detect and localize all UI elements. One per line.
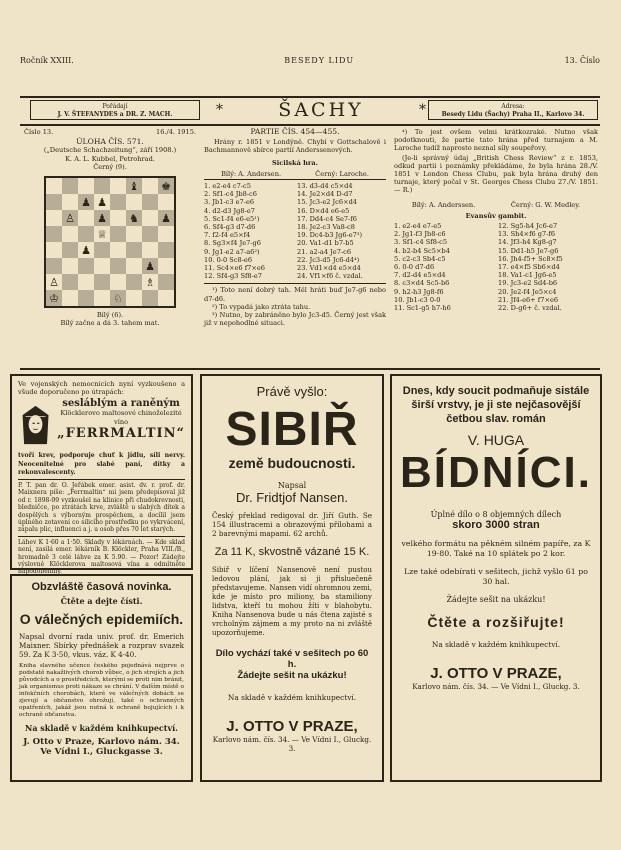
board-square <box>142 210 158 226</box>
parts-note: Dílo vychází také v sešitech po 60 h. <box>215 648 369 670</box>
book-title: SIBIŘ <box>225 403 359 456</box>
board-square <box>94 274 110 290</box>
move-row: 13. Sh4×f6 g7-f6 <box>498 230 556 239</box>
move-row: 17. e4×f5 Sb6×d4 <box>498 263 560 272</box>
author: Dr. Fridtjof Nansen. <box>236 490 348 505</box>
move-row: 4. b2-b4 Sc5×b4 <box>394 246 450 255</box>
stock-note: Na skladě v každém knihkupectví. <box>25 723 178 733</box>
board-square: ♝ <box>126 178 142 194</box>
move-row: 19. Dc4-b3 Jg6-e7³) <box>297 231 363 240</box>
problem-number: Číslo 13. <box>24 128 54 136</box>
move-row: 10. Jb1-c3 0-0 <box>394 295 441 304</box>
board-square <box>94 242 110 258</box>
move-row: 8. c3×d4 Sc5-b6 <box>394 279 450 288</box>
move-row: 14. Je2×d4 D-d7 <box>297 190 353 199</box>
board-square <box>110 210 126 226</box>
chess-heading <box>20 96 600 126</box>
move-row: 12. Sf4-g3 Sf8-e7 <box>204 272 262 281</box>
chess-title: ŠACHY <box>278 99 364 121</box>
move-row: 11. Sc1-g5 h7-h6 <box>394 304 451 313</box>
divider <box>204 283 386 284</box>
game-note-4: ⁴) To jest ovšem velmi krátkozraké. Nutno však podotknouti, že partie tato hrána před turnajem a M. Laroche tudíž naprosto neznal síly soupeřovy. <box>394 128 598 153</box>
game-note-2: ²) To vypadá jako ztráta tahu. <box>212 302 311 311</box>
board-square <box>126 194 142 210</box>
board-square: ♟ <box>158 210 174 226</box>
ferrmaltin-ad <box>10 374 193 576</box>
publisher: J. OTTO V PRAZE, <box>430 665 562 682</box>
move-row: 21. Jf4-e6+ f7×e6 <box>498 295 559 304</box>
move-row: 9. Jg1-e2 a7-a6²) <box>204 247 260 256</box>
ad-price: Láhev K 1·60 a 1·50. Sklady v lékárnách. — Kde sklad není, zasílá emer. lékárník B. Klöckler, Praha VIII./B., hromadně 3 celé láhve za K 5.90. — Pozor! Zádejte výslovně Klöcklerova maltosová vína a odmítněte napodobeniny. <box>18 538 185 576</box>
white-count: Bílý (6). <box>96 311 124 320</box>
book-subtitle: země budoucnosti. <box>228 455 356 471</box>
board-square: ♟ <box>78 242 94 258</box>
book-title: O válečných epidemiích. <box>19 611 184 627</box>
move-row: 5. c2-c3 Sb4-c5 <box>394 254 446 263</box>
board-square: ♟ <box>142 258 158 274</box>
board-square <box>158 290 174 306</box>
move-row: 12. Sg5-h4 Jc6-e7 <box>498 222 558 231</box>
move-row: 21. a2-a4 Je7-c6 <box>297 247 352 256</box>
publisher-address: Karlovo nám. čís. 34. — Ve Vídni I., Gluckg. 3. <box>212 735 372 753</box>
board-square <box>142 178 158 194</box>
board-square <box>46 210 62 226</box>
sample-note: Žádejte sešit na ukázku! <box>446 595 546 604</box>
board-square <box>158 194 174 210</box>
move-row: 10. 0-0 Sc8-e6 <box>204 255 253 264</box>
read-slogan: Čtěte a rozšiřujte! <box>427 614 565 630</box>
board-square: ♞ <box>126 210 142 226</box>
epidemics-ad <box>10 574 193 782</box>
editors-box: Pořádají J. V. ŠTEFANYDES a DR. Z. MACH. <box>30 100 200 120</box>
ad-intro: Ve vojenských nemocnicích nyní vyzkoušeno a všude doporučeno po útrapách: <box>18 380 185 397</box>
ad-subline: Čtěte a dejte čísti. <box>60 596 143 606</box>
bidnici-ad <box>390 374 602 782</box>
game-intro: Hrány r. 1851 v Londýně. Chybí v Gottschalově i Bachmannově sbírce partií Anderssenových. <box>204 138 386 155</box>
ad-benefits: tvoří krev, podporuje chuť k jídlu, síli nervy. Neocenitelné pro slabé paní, dítky a rekonvalescenty. <box>18 452 185 476</box>
move-list <box>394 222 598 312</box>
author-by: Napsal <box>277 481 307 490</box>
move-row: 1. e2-e4 c7-c5 <box>204 182 251 191</box>
game-note-1: ¹) Toto není dobrý tah. Měl hráti buď Je7-g6 nebo d7-d6. <box>204 286 386 303</box>
board-square <box>46 194 62 210</box>
move-row: 22. Jc3-d5 Jc6-d4⁴) <box>297 255 360 264</box>
board-square <box>62 178 78 194</box>
move-row: 20. Je2-f4 Je5×c4 <box>498 287 557 296</box>
board-square <box>62 226 78 242</box>
board-square <box>62 258 78 274</box>
board-square <box>46 178 62 194</box>
author: V. HUGA <box>467 432 525 448</box>
move-row: 16. D×d4 e6-e5 <box>297 206 350 215</box>
move-row: 13. d3-d4 c5×d4 <box>297 182 353 191</box>
board-square: ♙ <box>62 210 78 226</box>
board-square <box>46 242 62 258</box>
white-player: Bílý: A. Andersen. <box>221 169 282 178</box>
board-square <box>126 226 142 242</box>
parts-note: Lze také odebírati v sešitech, jichž vyšlo 61 po 30 hal. <box>404 567 588 586</box>
ad-lead: Dnes, kdy soucit podmaňuje sistále širší vrstvy, je ji ste nejčasovější četbou slav. román <box>402 385 590 425</box>
board-square <box>158 226 174 242</box>
format-note: velkého formátu na pěkném silném papíře, za K 19·80. Také na 10 splátek po 2 kor. <box>401 539 591 558</box>
book-description: Kniha slavného učence českého pojednává nejprve o podstatě nakažlivých chorob vůbec, o jich strojích a jich původcích a o prostředcích, kterými se proti nim bránit, jak organismus proti nákaze se chrání. V dalším místě o infekčních chorobách, které ve válečných dobách se zjevují a občanstvo ohrožují, také o ochranných opatřeních, jakáž jsou nutná k ochraně bojujících i k ochraně občanstva. <box>19 663 184 718</box>
running-header <box>20 56 600 65</box>
move-row: 2. Sf1-c4 Jb8-c6 <box>204 190 257 199</box>
move-row: 6. Sf4-g3 d7-d6 <box>204 223 256 232</box>
problem-date: 16./4. 1915. <box>156 128 196 136</box>
board-square: ♟ <box>94 210 110 226</box>
board-square <box>158 274 174 290</box>
black-count: Černý (9). <box>93 162 127 171</box>
game-column-1 <box>204 128 386 327</box>
move-row: 22. D-g6+ č. vzdal. <box>498 304 562 313</box>
move-row: 16. Jh4-f5+ Sc8×f5 <box>498 254 563 263</box>
pharaoh-icon <box>18 398 53 452</box>
problem-column <box>24 128 196 327</box>
moves-right <box>297 182 386 280</box>
board-square <box>126 274 142 290</box>
price: Za 11 K, skvostně vázané 15 K. <box>214 546 370 558</box>
board-square <box>110 178 126 194</box>
white-player: Bílý: A. Anderssen. <box>411 200 476 209</box>
publisher-address: Ve Vídni I., Gluckgasse 3. <box>40 747 163 757</box>
board-square <box>94 290 110 306</box>
board-square <box>78 178 94 194</box>
ad-headline: Obzvláště časová novinka. <box>31 581 172 593</box>
volume-label: Ročník XXIII. <box>20 56 74 65</box>
move-row: 7. f2-f4 e5×f4 <box>204 231 251 240</box>
book-info: Napsal dvorní rada univ. prof. dr. Emerich Maixner. Sbírky přednášek a rozprav svazek 59. Za K 3·50, vkus. váz. K 4·40. <box>19 632 184 659</box>
section-divider <box>20 368 600 370</box>
game-note-3: ³) Nutno, by zabráněno bylo Jc3-d5. Černý jest však již v nepohodlné situaci. <box>204 311 386 328</box>
board-square <box>62 242 78 258</box>
board-square <box>142 194 158 210</box>
move-row: 2. Jg1-f3 Jb8-c6 <box>394 230 446 239</box>
ad-testimonial: P. T. pan dr. O. Jeřábek emer. asist. dv. r. prof. dr. Maixnera píše: „Ferrmaltin“ mi jsem předepisoval již od r. 1898-99 vyzkoušel na klinice při chudokrevnosti, bledničce, po ztrátách krve, zvláště u slabých dítek a dospělých s výborným prospěchem, a docílil jsem úplného zotavení co silicího prostředku po vykrvácení, zápalu plic, influenci a j. u osob přes 70 let starých. <box>18 482 185 534</box>
board-square: ♟ <box>94 194 110 210</box>
move-row: 24. Vf1×f6 č. vzdal. <box>297 272 363 281</box>
board-square <box>62 274 78 290</box>
board-square <box>158 242 174 258</box>
board-square <box>94 258 110 274</box>
board-square <box>110 194 126 210</box>
publisher-address: Karlovo nám. čís. 34. — Ve Vídni I., Gluckg. 3. <box>412 682 580 691</box>
moves-left <box>394 222 494 312</box>
translation-note: Český překlad redigoval dr. Jiří Guth. Se 154 illustracemi a obrazovými přílohami a 2 barevnými mapami. 62 archů. <box>212 511 372 538</box>
ad-emphasis: sesláblým a raněným <box>62 398 180 410</box>
publisher: J. Otto v Praze, Karlovo nám. 34. <box>23 737 180 747</box>
problem-source: („Deutsche Schachzeitung“, září 1908.) <box>43 146 177 155</box>
ad-lead: Právě vyšlo: <box>256 384 328 399</box>
move-row: 14. Jf3-h4 Kg8-g7 <box>498 238 557 247</box>
move-row: 3. Sf1-c4 Sf8-c5 <box>394 238 448 247</box>
board-square <box>62 194 78 210</box>
move-row: 15. Dd1-h5 Je7-g6 <box>498 246 559 255</box>
move-row: 11. Sc4×e6 f7×e6 <box>204 264 265 273</box>
move-row: 20. Va1-d1 b7-b5 <box>297 239 354 248</box>
brand-name: „FERRMALTIN“ <box>57 425 185 441</box>
move-row: 7. d2-d4 e5×d4 <box>394 271 446 280</box>
move-row: 18. Je2-c3 Va8-c8 <box>297 223 355 232</box>
move-list <box>204 182 386 280</box>
book-description: Sibiř v líčení Nansenově není pustou ledovou plání, jak si ji přisluečeně představujeme. Nansen vidí ohromnou zemi, kde je místo pro miliony, ba stamiliony lidstva, kteří tu mohou žíti v blahobytu. Kniha Nansenova bude u nás čtena zajisté s vrcholným zájmem a my proto na ni zvláště upozorňujeme. <box>212 566 372 637</box>
divider <box>204 179 386 180</box>
move-row: 18. Va1-c1 Jg6-e5 <box>498 271 557 280</box>
board-square <box>142 226 158 242</box>
magazine-title: BESEDY LIDU <box>284 56 355 65</box>
move-row: 19. Jc3-e2 Sd4-b6 <box>498 279 558 288</box>
board-square: ♘ <box>110 290 126 306</box>
book-title: BÍDNÍCI. <box>400 448 592 497</box>
board-square: ♟ <box>78 194 94 210</box>
board-square <box>62 290 78 306</box>
move-row: 9. h2-h3 Jg8-f6 <box>394 287 444 296</box>
ad-product: Klöcklerovo maltosové chinoželezité víno <box>60 409 182 426</box>
board-square <box>78 258 94 274</box>
board-square <box>78 226 94 242</box>
move-row: 17. Dd4-c4 Se7-f6 <box>297 214 357 223</box>
move-row: 4. d2-d3 Jg8-e7 <box>204 206 255 215</box>
board-square <box>158 258 174 274</box>
pages-note: skoro 3000 stran <box>452 519 540 531</box>
board-square <box>142 290 158 306</box>
board-square <box>110 274 126 290</box>
board-square <box>142 242 158 258</box>
move-row: 6. 0-0 d7-d6 <box>394 263 435 272</box>
moves-right <box>498 222 598 312</box>
issue-number: 13. Číslo <box>564 56 600 65</box>
board-square: ♗ <box>142 274 158 290</box>
star-left: * <box>216 102 223 118</box>
game-column-2 <box>394 128 598 312</box>
move-row: 5. Sc1-f4 e6-e5¹) <box>204 214 260 223</box>
move-row: 15. Jc3-e2 Jc6×d4 <box>297 198 358 207</box>
black-player: Černý: G. W. Medley. <box>510 200 581 209</box>
board-square <box>126 258 142 274</box>
board-square <box>78 274 94 290</box>
opening-name: Evansův gambit. <box>465 211 527 220</box>
star-right: * <box>418 102 426 118</box>
moves-left <box>204 182 293 280</box>
board-square <box>110 258 126 274</box>
black-player: Černý: Laroche. <box>315 169 369 178</box>
board-square <box>46 258 62 274</box>
sample-note: Žádejte sešit na ukázku! <box>237 670 347 681</box>
problem-author: K. A. L. Kubbel, Petrohrad. <box>65 154 155 163</box>
move-row: 1. e2-e4 e7-e5 <box>394 222 442 231</box>
board-square: ♚ <box>158 178 174 194</box>
section-title <box>216 98 426 122</box>
move-row: 8. Sg3×f4 Je7-g6 <box>204 239 261 248</box>
opening-name: Sicilská hra. <box>272 158 318 167</box>
stock-note: Na skladě v každém knihkupectví. <box>431 640 561 649</box>
divider <box>18 479 185 480</box>
stock-note: Na skladě v každém knihkupectví. <box>227 693 357 702</box>
board-square: ♔ <box>46 290 62 306</box>
address-box: Adresa: Besedy Lidu (Šachy) Praha II., Karlovo 34. <box>428 100 598 120</box>
game-source: (Je-li správný údaj „British Chess Review“ z r. 1853, odkud partii i poznámky překládáme, že byla hrána 28./V. 1851 v London Chess Clubu, pak byla hrána druhý den turnaje, který počal v St. Georges Chess Clubu 27./V. 1851. — R.) <box>394 153 598 195</box>
board-square <box>110 226 126 242</box>
board-square <box>94 178 110 194</box>
board-square <box>46 226 62 242</box>
board-square <box>78 210 94 226</box>
sibir-ad <box>200 374 384 782</box>
board-square <box>110 242 126 258</box>
problem-title: ÚLOHA ČÍS. 571. <box>76 137 144 147</box>
problem-task: Bílý začne a dá 3. tahem mat. <box>60 319 160 328</box>
board-square: ♙ <box>46 274 62 290</box>
move-row: 23. Vd1×d4 e5×d4 <box>297 264 361 273</box>
board-square: ♕ <box>94 226 110 242</box>
divider <box>18 536 185 537</box>
publisher: J. OTTO V PRAZE, <box>226 718 358 735</box>
board-square <box>78 290 94 306</box>
move-row: 3. Jb1-c3 e7-e6 <box>204 198 255 207</box>
chess-board <box>44 176 176 308</box>
board-square <box>126 290 142 306</box>
volumes-note: Úplné dílo o 8 objemných dílech <box>430 510 562 519</box>
game-title: PARTIE ČÍS. 454—455. <box>250 127 340 136</box>
board-square <box>126 242 142 258</box>
